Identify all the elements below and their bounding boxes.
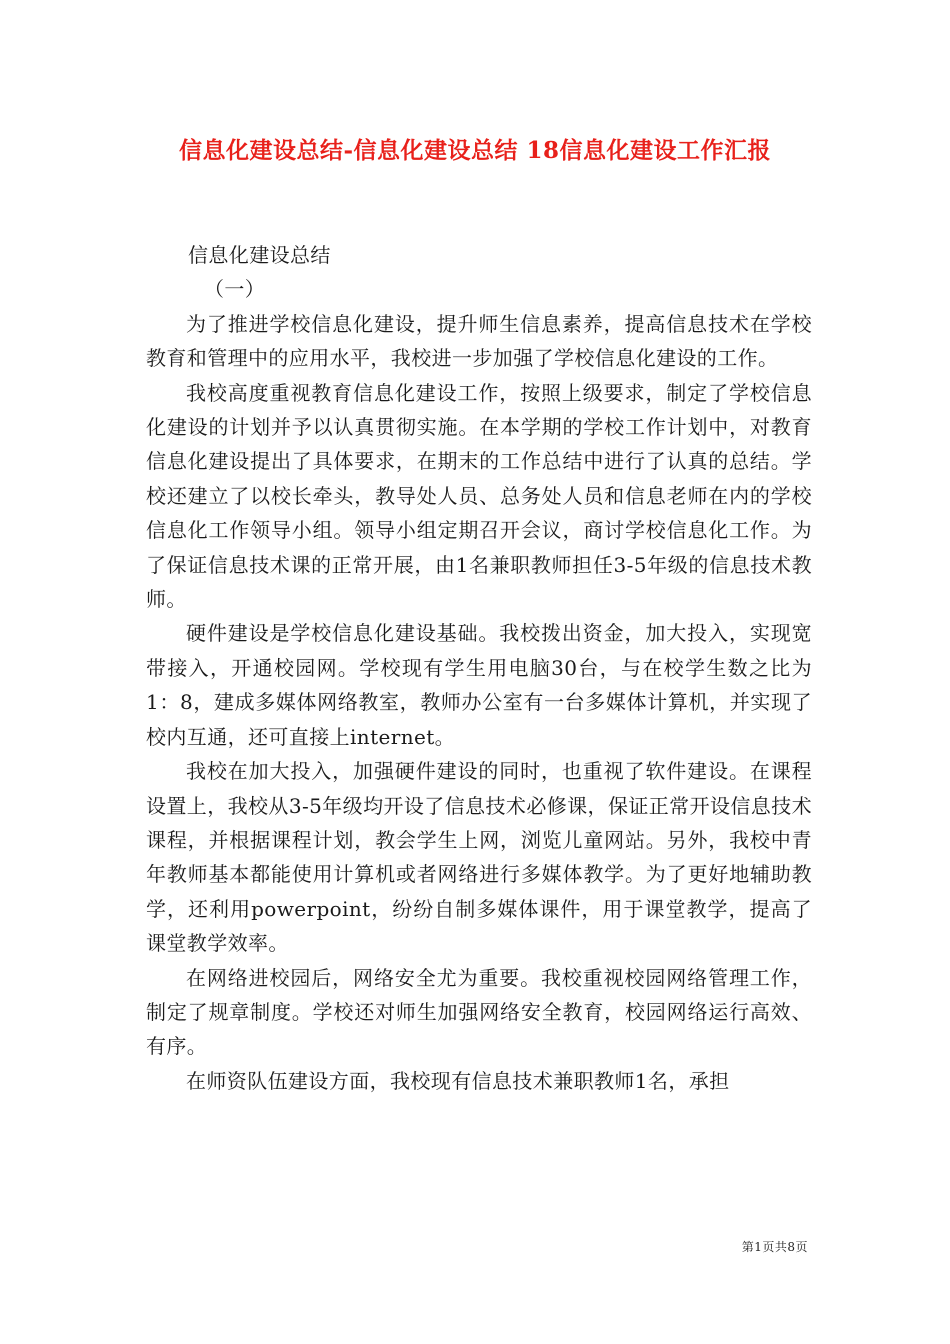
paragraph-6: 在师资队伍建设方面，我校现有信息技术兼职教师1名，承担 [186,1068,730,1093]
section-number: （一） [204,277,266,302]
paragraph-2: 我校高度重视教育信息化建设工作，按照上级要求，制定了学校信息化建设的计划并予以认真贯彻实施。在本学期的学校工作计划中，对教育信息化建设提出了具体要求，在期末的工作总结中进行了认真的总结。学校还建立了以校长牵头，教导处人员、总务处人员和信息老师在内的学校信息化工作领导小组。领导小组定期召开会议，商讨学校信息化工作。为了保证信息技术课的正常开展，由1名兼职教师担任3-5年级的信息技术教师。 [146,380,812,612]
paragraph-3: 硬件建设是学校信息化建设基础。我校拨出资金，加大投入，实现宽带接入，开通校园网。学校现有学生用电脑30台，与在校学生数之比为1：8，建成多媒体网络教室，教师办公室有一台多媒体计算机，并实现了校内互通，还可直接上internet。 [146,621,812,749]
document-body [146,238,812,1098]
paragraph-1: 为了推进学校信息化建设，提升师生信息素养，提高信息技术在学校教育和管理中的应用水平，我校进一步加强了学校信息化建设的工作。 [146,311,812,371]
page-number: 第1页共8页 [741,1240,808,1254]
paragraph-4: 我校在加大投入，加强硬件建设的同时，也重视了软件建设。在课程设置上，我校从3-5年级均开设了信息技术必修课，保证正常开设信息技术课程，并根据课程计划，教会学生上网，浏览儿童网站。另外，我校中青年教师基本都能使用计算机或者网络进行多媒体教学。为了更好地辅助教学，还利用powerpoint，纷纷自制多媒体课件，用于课堂教学，提高了课堂教学效率。 [146,759,812,956]
paragraph-5: 在网络进校园后，网络安全尤为重要。我校重视校园网络管理工作，制定了规章制度。学校还对师生加强网络安全教育，校园网络运行高效、有序。 [146,965,812,1059]
document-title: 信息化建设总结-信息化建设总结 18信息化建设工作汇报 [178,137,772,164]
section-heading: 信息化建设总结 [188,243,331,267]
